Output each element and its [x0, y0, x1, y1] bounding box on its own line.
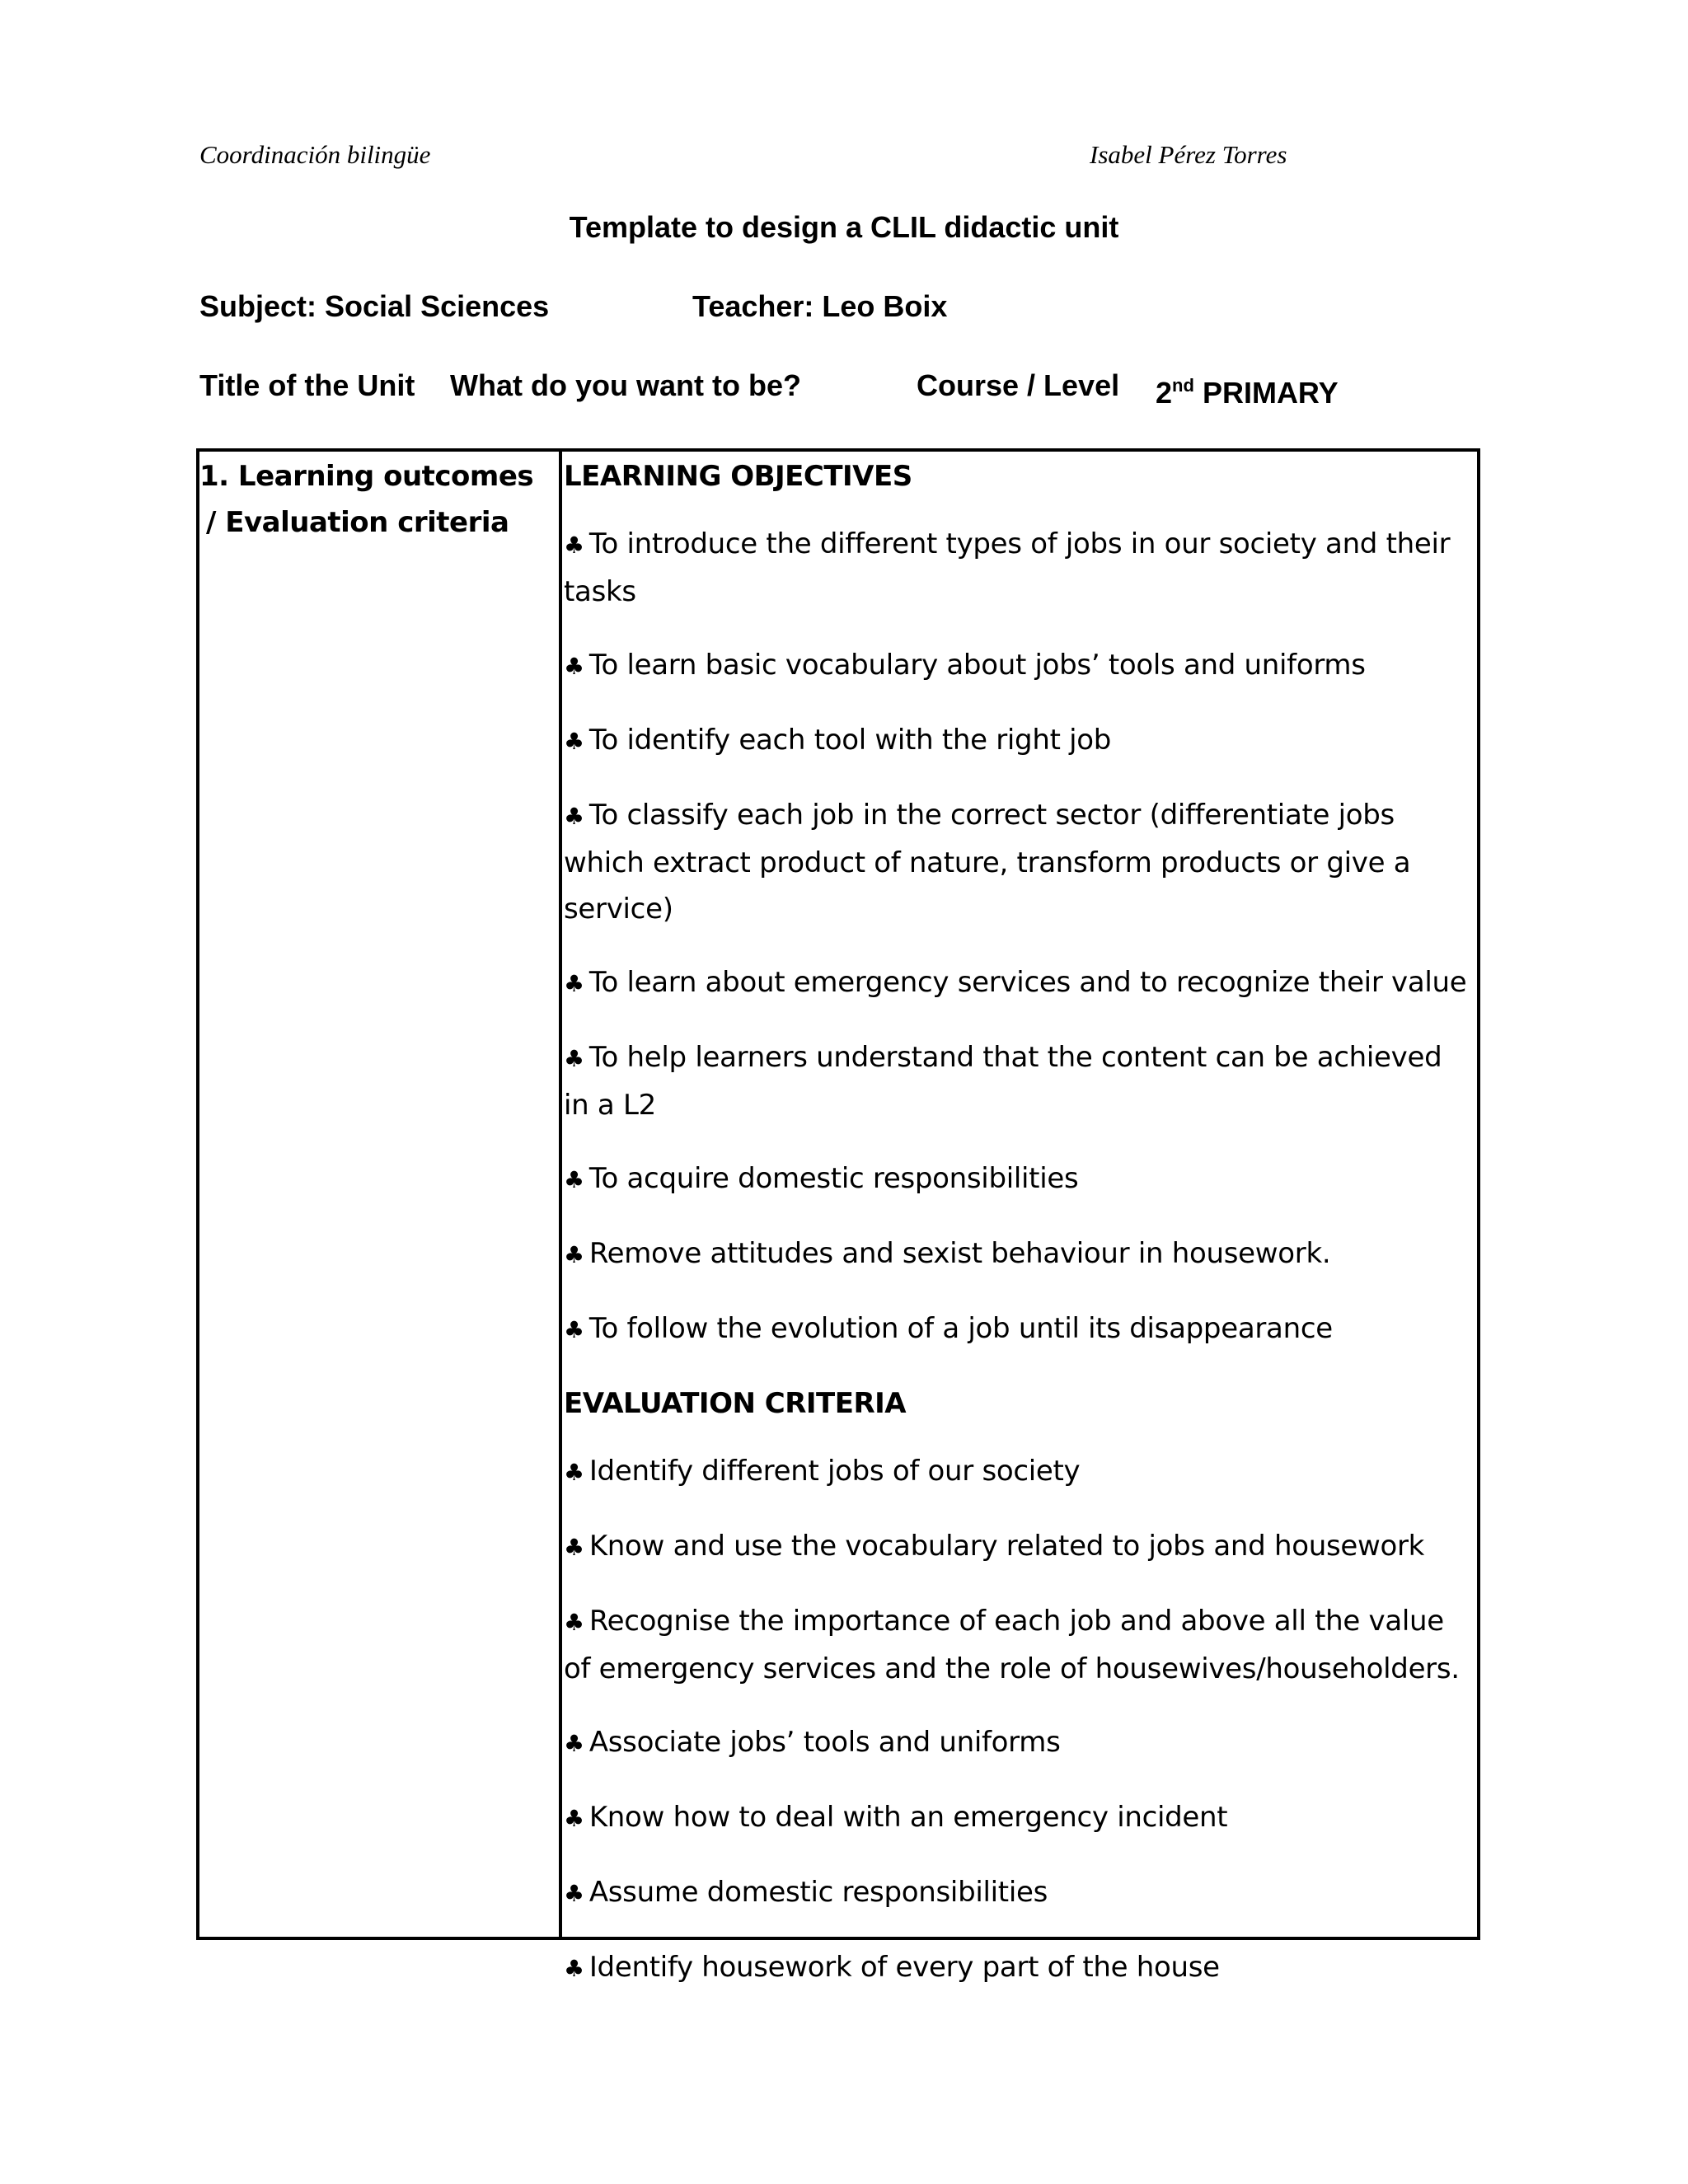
objective-item — [564, 959, 1470, 1007]
table-left-column — [199, 452, 562, 1937]
objective-item — [564, 521, 1470, 615]
criterion-item-text: Assume domestic responsibilities — [588, 1876, 1048, 1909]
unit-table — [196, 448, 1480, 1984]
club-bullet-icon: ♣ — [564, 1609, 584, 1636]
club-bullet-icon: ♣ — [564, 1880, 584, 1907]
objective-item — [564, 717, 1470, 765]
course-level-label: Course / Level — [917, 368, 1120, 402]
club-bullet-icon: ♣ — [564, 1955, 584, 1982]
objective-item-text: To follow the evolution of a job until its disappearance — [588, 1312, 1333, 1345]
objective-item-text: To introduce the different types of jobs in our society and their tasks — [564, 527, 1451, 608]
objective-item-text: To help learners understand that the content can be achieved in a L2 — [564, 1041, 1442, 1122]
objective-item-text: To classify each job in the correct sector (differentiate jobs which extract product of nature, transform products or give a service) — [564, 799, 1411, 926]
club-bullet-icon: ♣ — [564, 653, 584, 680]
club-bullet-icon: ♣ — [564, 1045, 584, 1072]
course-level-name: PRIMARY — [1202, 376, 1339, 410]
objective-item — [564, 642, 1470, 690]
learning-outcomes-line1: 1. Learning outcomes — [199, 460, 534, 493]
evaluation-criteria-heading: EVALUATION CRITERIA — [564, 1387, 907, 1420]
learning-outcomes-heading — [199, 453, 559, 546]
criterion-item — [564, 1719, 1470, 1767]
objective-item-text: To learn basic vocabulary about jobs’ tools and uniforms — [588, 649, 1366, 682]
unit-title-label: Title of the Unit — [199, 368, 415, 402]
objective-item — [564, 1305, 1470, 1353]
criterion-item-text: Identify different jobs of our society — [588, 1455, 1081, 1488]
club-bullet-icon: ♣ — [564, 1166, 584, 1193]
learning-objectives-list — [564, 521, 1470, 1353]
club-bullet-icon: ♣ — [564, 1316, 584, 1343]
criterion-item — [564, 1598, 1470, 1692]
course-number: 2 — [1156, 376, 1173, 410]
teacher-label: Teacher: Leo Boix — [692, 289, 948, 323]
club-bullet-icon: ♣ — [564, 803, 584, 830]
criterion-item — [564, 1523, 1470, 1571]
club-bullet-icon: ♣ — [564, 970, 584, 997]
header-author: Isabel Pérez Torres — [1090, 140, 1287, 169]
criterion-item-text: Know and use the vocabulary related to jobs and housework — [588, 1530, 1425, 1563]
objective-item — [564, 792, 1470, 932]
criterion-item-text: Know how to deal with an emergency incident — [588, 1801, 1228, 1834]
learning-objectives-heading: LEARNING OBJECTIVES — [564, 460, 912, 493]
table-right-column — [562, 452, 1477, 1984]
header-coordination: Coordinación bilingüe — [199, 140, 431, 169]
document-title: Template to design a CLIL didactic unit — [569, 210, 1119, 244]
club-bullet-icon: ♣ — [564, 1730, 584, 1757]
criterion-item — [564, 1448, 1470, 1496]
criterion-item — [564, 1869, 1470, 1917]
criterion-item-text: Associate jobs’ tools and uniforms — [588, 1726, 1061, 1759]
objective-item-text: To learn about emergency services and to recognize their value — [588, 966, 1467, 999]
club-bullet-icon: ♣ — [564, 728, 584, 755]
subject-label: Subject: Social Sciences — [199, 289, 550, 323]
club-bullet-icon: ♣ — [564, 1241, 584, 1268]
objective-item — [564, 1155, 1470, 1203]
criterion-item-text: Identify housework of every part of the house — [588, 1951, 1220, 1984]
criterion-item — [564, 1794, 1470, 1842]
objective-item-text: To acquire domestic responsibilities — [588, 1162, 1079, 1195]
criterion-item — [564, 1944, 1470, 1992]
criterion-item-text: Recognise the importance of each job and above all the value of emergency services and the role of housewives/householders. — [564, 1605, 1460, 1685]
objective-item-text: To identify each tool with the right job — [588, 724, 1112, 757]
club-bullet-icon: ♣ — [564, 1459, 584, 1486]
club-bullet-icon: ♣ — [564, 532, 584, 559]
club-bullet-icon: ♣ — [564, 1805, 584, 1832]
course-ordinal-suffix: nd — [1172, 375, 1194, 396]
objective-item — [564, 1230, 1470, 1278]
objective-item-text: Remove attitudes and sexist behaviour in housework. — [588, 1237, 1331, 1270]
club-bullet-icon: ♣ — [564, 1534, 584, 1561]
objective-item — [564, 1034, 1470, 1128]
course-level-value — [1156, 368, 1339, 411]
evaluation-criteria-list — [564, 1448, 1470, 1992]
unit-title-value: What do you want to be? — [450, 368, 801, 402]
learning-outcomes-line2: / Evaluation criteria — [206, 506, 509, 539]
